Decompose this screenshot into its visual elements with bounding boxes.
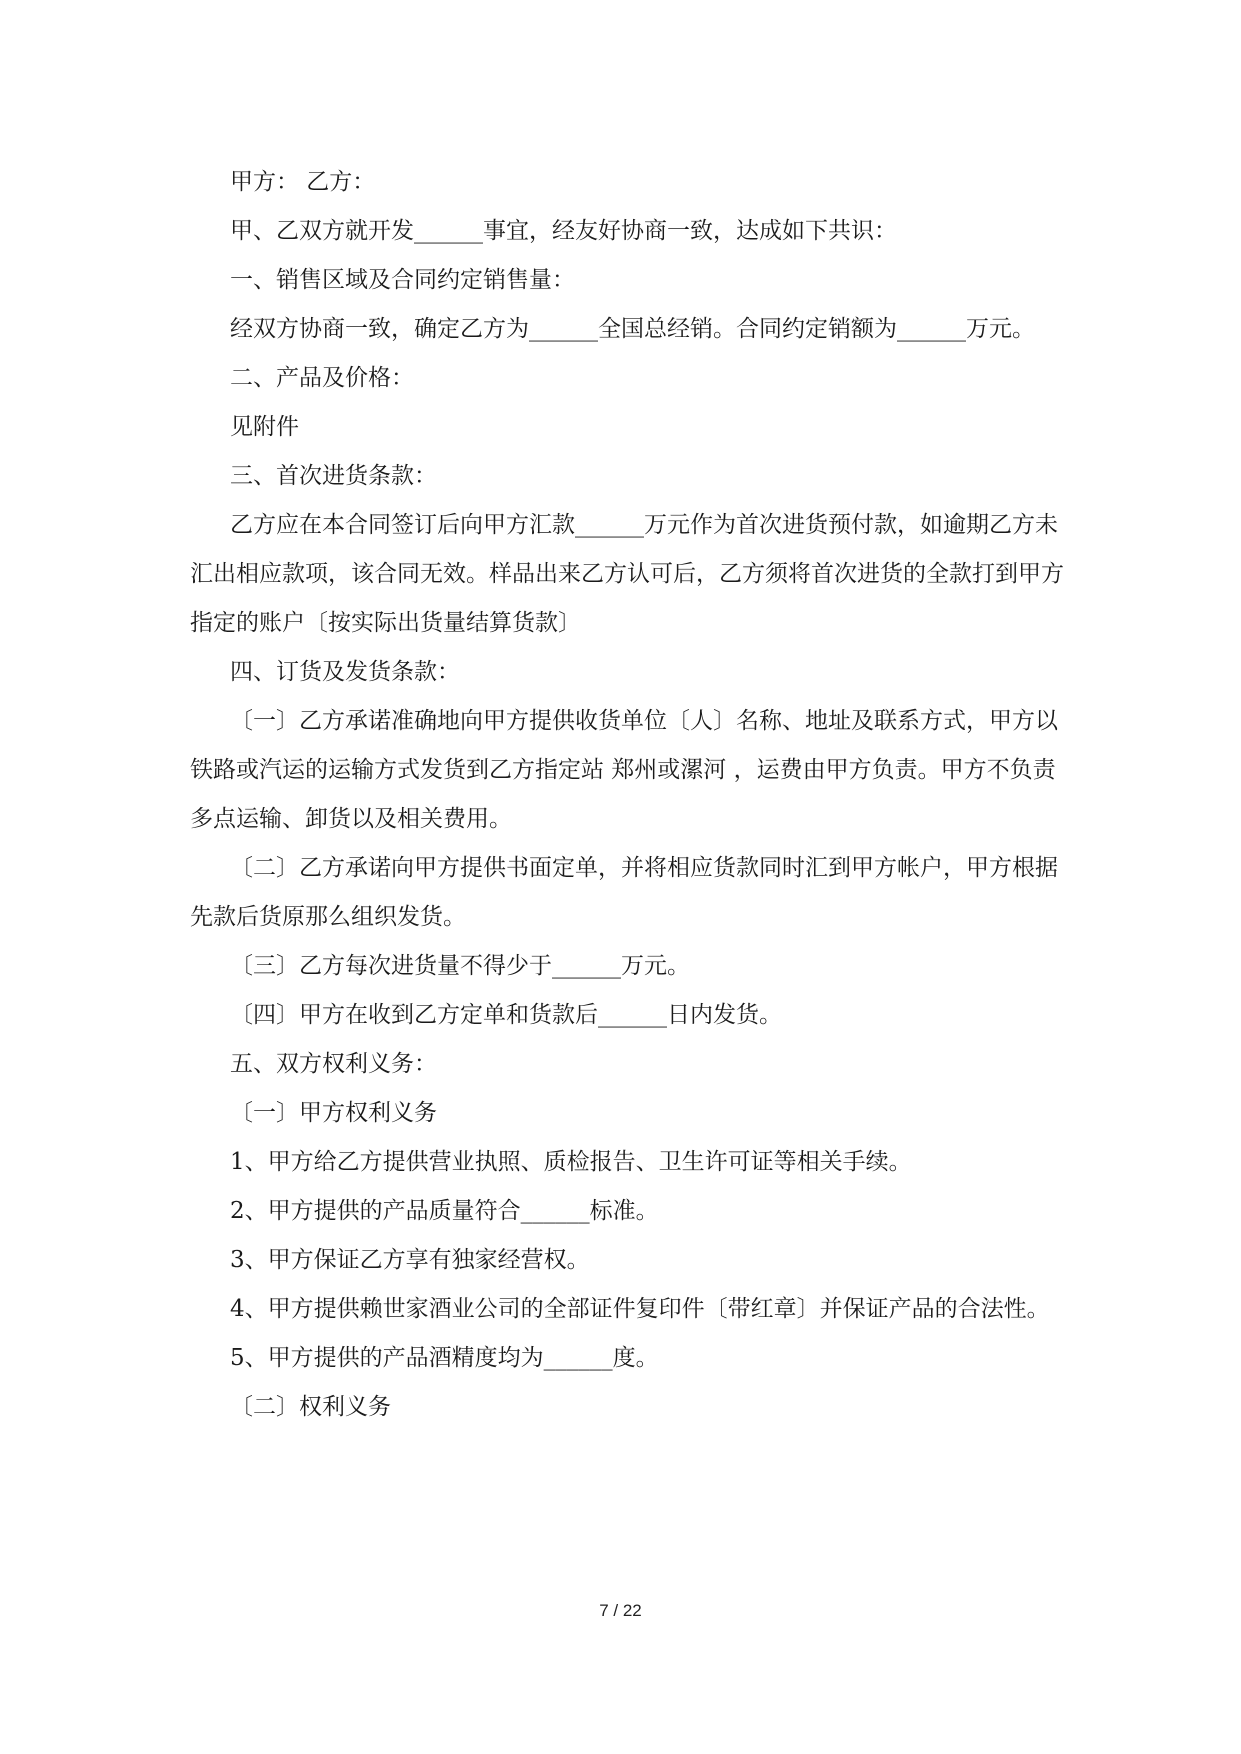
clause-4-4: 〔四〕甲方在收到乙方定单和货款后______日内发货。 [230, 1002, 782, 1028]
section-heading-2: 二、产品及价格： [230, 365, 414, 391]
document-body [190, 158, 1070, 1432]
section-2-paragraph: 见附件 [230, 414, 299, 440]
subsection-5-1: 〔一〕甲方权利义务 [230, 1100, 437, 1126]
clause-4-1: 〔一〕乙方承诺准确地向甲方提供收货单位〔人〕名称、地址及联系方式，甲方以铁路或汽运的运输方式发货到乙方指定站 郑州或漯河 ，运费由甲方负责。甲方不负责多点运输、卸货以及相关费用。 [190, 708, 1058, 832]
section-heading-5: 五、双方权利义务： [230, 1051, 437, 1077]
clause-4-3: 〔三〕乙方每次进货量不得少于______万元。 [230, 953, 690, 979]
section-heading-4: 四、订货及发货条款： [230, 659, 460, 685]
section-heading-3: 三、首次进货条款： [230, 463, 437, 489]
item-5-1-3: 3、甲方保证乙方享有独家经营权。 [230, 1247, 590, 1273]
clause-4-2: 〔二〕乙方承诺向甲方提供书面定单，并将相应货款同时汇到甲方帐户，甲方根据先款后货原那么组织发货。 [190, 855, 1058, 930]
item-5-1-5: 5、甲方提供的产品酒精度均为______度。 [230, 1345, 659, 1371]
subsection-5-2: 〔二〕权利义务 [230, 1394, 391, 1420]
page-number: 7 / 22 [599, 1601, 642, 1620]
section-heading-1: 一、销售区域及合同约定销售量： [230, 267, 575, 293]
item-5-1-2: 2、甲方提供的产品质量符合______标准。 [230, 1198, 659, 1224]
parties-line: 甲方： 乙方： [230, 169, 376, 195]
section-3-paragraph: 乙方应在本合同签订后向甲方汇款______万元作为首次进货预付款，如逾期乙方未汇出相应款项，该合同无效。样品出来乙方认可后，乙方须将首次进货的全款打到甲方指定的账户〔按实际出货量结算货款〕 [190, 512, 1064, 636]
section-1-paragraph: 经双方协商一致，确定乙方为______全国总经销。合同约定销额为______万元。 [230, 316, 1035, 342]
item-5-1-4: 4、甲方提供赖世家酒业公司的全部证件复印件〔带红章〕并保证产品的合法性。 [230, 1296, 1050, 1322]
intro-paragraph: 甲、乙双方就开发______事宜，经友好协商一致，达成如下共识： [230, 218, 897, 244]
item-5-1-1: 1、甲方给乙方提供营业执照、质检报告、卫生许可证等相关手续。 [230, 1149, 912, 1175]
